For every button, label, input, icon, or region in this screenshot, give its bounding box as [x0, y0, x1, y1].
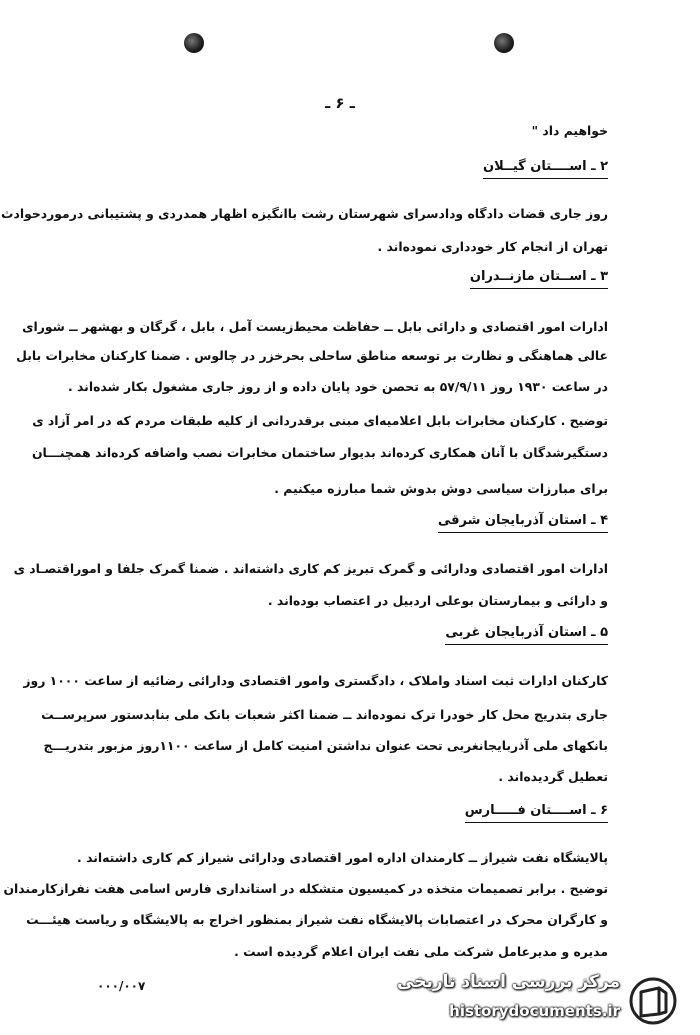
- text-line-19: مدیره و مدیرعامل شرکت ملی نفت ایران اعلام گردیده است .: [234, 944, 608, 959]
- text-line-17: توضیح . برابر تصمیمات متخذه در کمیسیون متشکله در استانداری فارس اسامی هفت نفرازکارمندان: [3, 881, 608, 896]
- text-line-4: ادارات امور اقتصادی و دارائی بابل ــ حفاظت محیط‌زیست آمل ، بابل ، گرگان و بهشهر ــ شورای: [22, 319, 608, 334]
- watermark-title: مرکز بررسی اسناد تاریخی: [397, 972, 620, 992]
- text-line-13: جاری بتدریج محل کار خودرا ترک نموده‌اند ــ ضمنا اکثر شعبات بانک ملی بنابدستور سرپرســت: [41, 707, 608, 722]
- text-line-12: کارکنان ادارات ثبت اسناد واملاک ، دادگستری وامور اقتصادی ودارائی رضائیه از ساعت ۱۰۰۰ روز: [23, 673, 608, 688]
- text-line-18: و کارگران محرک در اعتصابات پالایشگاه نفت شیراز بمنظور اخراج به پالایشگاه و ریاست هیئـــت: [26, 912, 608, 927]
- text-line-7: توضیح . کارکنان مخابرات بابل اعلامیه‌ای مبنی برقدردانی از کلیه طبقات مردم که در امر آزاد ی: [32, 413, 608, 428]
- section-heading-east-azarbaijan: ۴ ـ استان آذربایجان شرقی: [438, 512, 608, 533]
- text-line-11: و دارائی و بیمارستان بوعلی اردبیل در اعتصاب بوده‌اند .: [267, 593, 608, 608]
- text-line-16: پالایشگاه نفت شیراز ــ کارمندان اداره امور اقتصادی ودارائی شیراز کم کاری داشته‌اند .: [77, 850, 608, 865]
- text-line-3: تهران از انجام کار خودداری نموده‌اند .: [377, 239, 608, 254]
- section-heading-fars: ۶ ـ اســــتان فـــــارس: [465, 802, 608, 823]
- section-heading-gilan: ۲ ـ اســــتان گیــلان: [483, 158, 608, 179]
- text-line-1: خواهیم داد ": [531, 123, 608, 138]
- page-number: ـ ۶ ـ: [325, 94, 355, 112]
- archive-logo-icon: [628, 976, 678, 1026]
- text-line-6: در ساعت ۱۹۳۰ روز ۵۷/۹/۱۱ به تحصن خود پایان داده و از روز جاری مشغول بکار شده‌اند .: [68, 379, 608, 394]
- text-line-8: دستگیرشدگان با آنان همکاری کرده‌اند بدیوار ساختمان مخابرات نصب واضافه کرده‌اند همچنـــان: [31, 445, 608, 460]
- punch-hole-right: [494, 33, 514, 53]
- text-line-15: تعطیل گردیده‌اند .: [498, 769, 608, 784]
- text-line-14: بانکهای ملی آذربایجانغربی تحت عنوان نداشتن امنیت کامل از ساعت ۱۱۰۰روز مزبور بتدریـــج: [43, 738, 608, 753]
- section-heading-west-azarbaijan: ۵ ـ استان آذربایجان غربی: [445, 624, 608, 645]
- punch-hole-left: [184, 33, 204, 53]
- text-line-5: عالی هماهنگی و نظارت بر توسعه مناطق ساحلی بحرخزر در چالوس . ضمنا کارکنان مخابرات بابل: [16, 348, 608, 363]
- watermark-url: historydocuments.ir: [449, 1002, 620, 1020]
- footer-number: ۰۰۰/۰۰۷: [97, 979, 146, 993]
- watermark: [382, 970, 682, 1030]
- text-line-9: برای مبارزات سیاسی دوش بدوش شما مبارزه میکنیم .: [274, 481, 608, 496]
- text-line-10: ادارات امور اقتصادی ودارائی و گمرک تبریز کم کاری داشته‌اند . ضمنا گمرک جلفا و اموراقتصـاد ی: [13, 561, 608, 576]
- section-heading-mazandaran: ۳ ـ اســتان مازنــدران: [470, 268, 608, 289]
- text-line-2: روز جاری قضات دادگاه ودادسرای شهرستان رشت باانگیزه اظهار همدردی و پشتیبانی درموردحوادث: [1, 206, 608, 221]
